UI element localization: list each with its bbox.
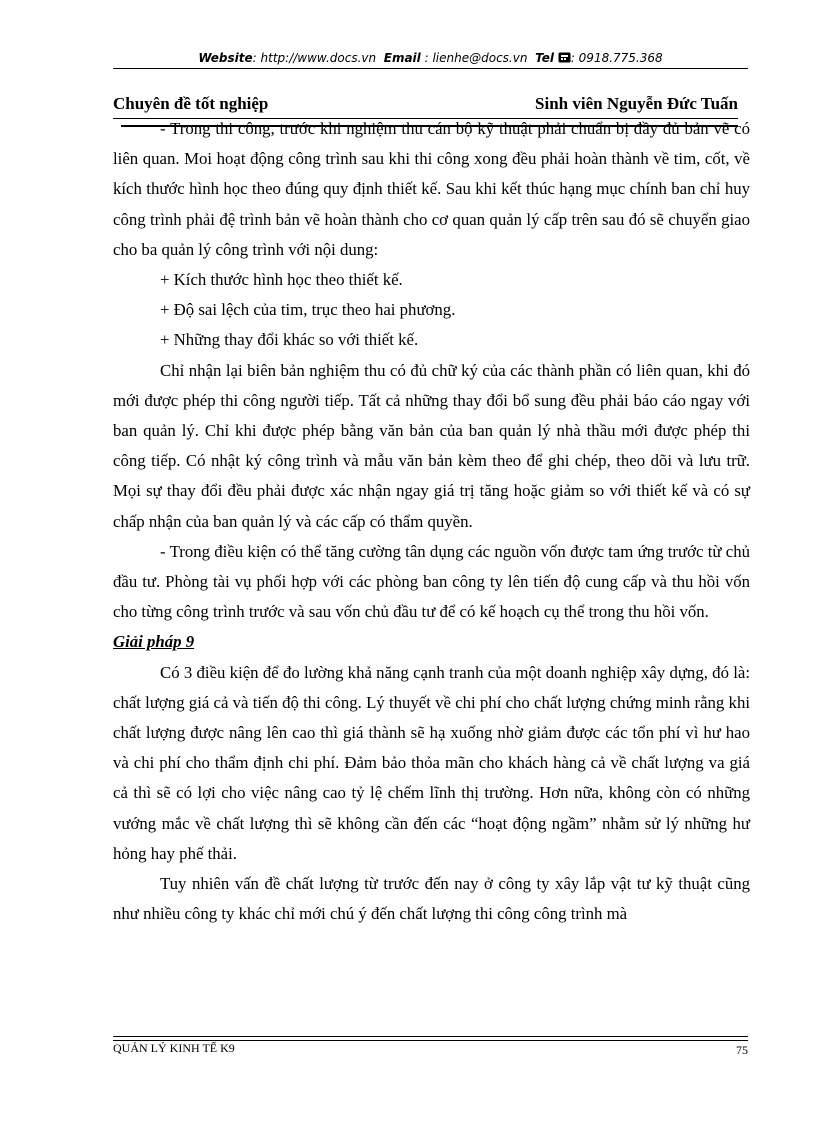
- paragraph: Có 3 điều kiện để đo lường khả năng cạnh tranh của một doanh nghiệp xây dựng, đó là: chất lượng giá cả và tiến độ thi công. Lý thuyết về chi phí cho chất lượng chứng minh rằng khi chất lượng được nâng lên cao thì giá thành sẽ hạ xuống nhờ giảm được các tổn phí vì hư hao và chi phí cho thẩm định chi phí. Đảm bảo thỏa mãn cho khách hàng cả về chất lượng va giá cả thì sẽ có lợi cho việc nâng cao tỷ lệ chếm lĩnh thị trường. Hơn nữa, không còn có những vướng mắc về chất lượng thì sẽ không cần đến các “hoạt động ngầm” nhằm sử lý những hư hỏng hay phế thải.: [113, 662, 750, 863]
- document-body: [113, 114, 750, 929]
- paragraph: + Độ sai lệch của tim, trục theo hai phương.: [160, 300, 456, 320]
- paragraph: - Trong điều kiện có thể tăng cường tân dụng các nguồn vốn được tam ứng trước từ chủ đầu tư. Phòng tài vụ phối hợp với các phòng ban công ty lên tiến độ cung cấp và thu hồi vốn cho từng công trình trước và sau vốn chủ đầu tư để có kế hoạch cụ thể trong thu hồi vốn.: [113, 541, 750, 622]
- tel-label: Tel: [535, 51, 554, 65]
- paragraph: + Những thay đổi khác so với thiết kế.: [160, 330, 419, 350]
- page-number: 75: [736, 1043, 748, 1057]
- page-footer: [113, 1041, 748, 1057]
- paragraph: + Kích thước hình học theo thiết kế.: [160, 270, 403, 290]
- site-header-divider: [113, 68, 748, 69]
- email-label: Email: [383, 51, 421, 65]
- website-value: : http://www.docs.vn: [252, 51, 377, 65]
- footer-label: QUẢN LÝ KINH TẾ K9: [113, 1041, 235, 1055]
- paragraph: Chỉ nhận lại biên bản nghiệm thu có đủ chữ ký của các thành phần có liên quan, khi đó mới được phép thi công người tiếp. Tất cả những thay đổi bổ sung đều phải báo cáo ngay với ban quản lý. Chỉ khi được phép bằng văn bản của ban quản lý nhà thầu mới được phép thi công tiếp. Có nhật ký công trình và mẫu văn bản kèm theo để ghi chép, theo dõi và lưu trữ. Mọi sự thay đổi đều phải được xác nhận ngay giá trị tăng hoặc giảm so với thiết kế và có sự chấp nhận của ban quản lý và các cấp có thẩm quyền.: [113, 360, 750, 531]
- document-title: Chuyên đề tốt nghiệp: [113, 94, 269, 113]
- footer-divider-top: [113, 1036, 748, 1037]
- phone-icon: [558, 51, 571, 65]
- header-divider-bottom: [121, 125, 738, 127]
- paragraph: Tuy nhiên vấn đề chất lượng từ trước đến nay ở công ty xây lắp vật tư kỹ thuật cũng như nhiều công ty khác chỉ mới chú ý đến chất lượng thi công công trình mà: [113, 874, 750, 924]
- author-name: Sinh viên Nguyễn Đức Tuấn: [535, 94, 738, 113]
- header-divider-top: [113, 118, 738, 119]
- paragraph: - Trong thi công, trước khi nghiệm thu cán bộ kỹ thuật phải chuẩn bị đầy đủ bản vẽ có liên quan. Moi hoạt động công trình sau khi thi công xong đều phải hoàn thành về tim, cốt, về kích thước hình học theo đúng quy định thiết kế. Sau khi kết thúc hạng mục chính ban chỉ huy công trình phải đệ trình bản vẽ hoàn thành cho cơ quan quản lý cấp trên sau đó sẽ chuyển giao cho ba quản lý công trình với nội dung:: [113, 119, 750, 259]
- section-heading: Giải pháp 9: [113, 632, 195, 652]
- website-label: Website: [198, 51, 253, 65]
- email-value: : lienhe@docs.vn: [424, 51, 528, 65]
- site-header: [113, 51, 748, 65]
- tel-value: : 0918.775.368: [570, 51, 663, 65]
